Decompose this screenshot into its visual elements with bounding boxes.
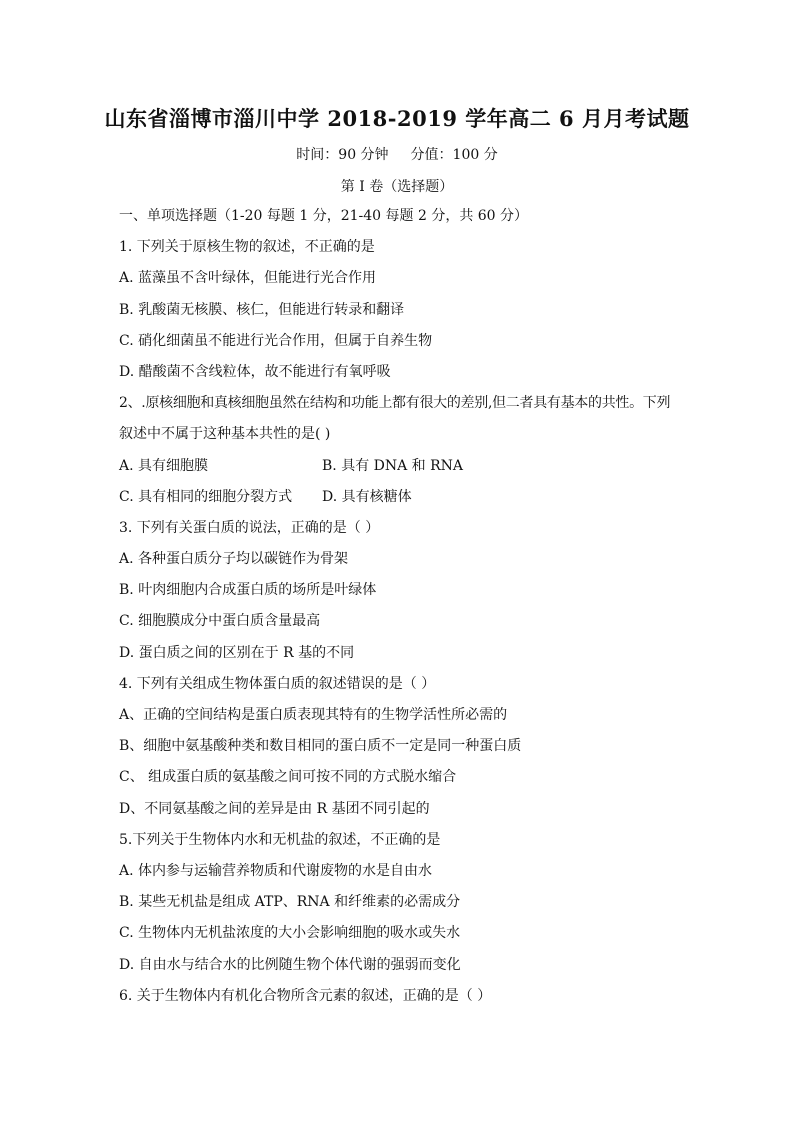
option-row xyxy=(119,456,679,487)
option: B. 具有 DNA 和 RNA xyxy=(322,457,464,474)
section-heading: 第 I 卷（选择题） xyxy=(340,179,454,195)
exam-info xyxy=(0,144,794,164)
question-stem: 5.下列关于生物体内水和无机盐的叙述，不正确的是 xyxy=(119,831,441,848)
exam-score: 分值：100 分 xyxy=(410,147,498,163)
question-stem-continued: 叙述中不属于这种基本共性的是( ) xyxy=(119,426,331,443)
question-stem: 4. 下列有关组成生物体蛋白质的叙述错误的是（ ） xyxy=(119,675,436,692)
option: D. 自由水与结合水的比例随生物个体代谢的强弱而变化 xyxy=(119,956,461,973)
option: D. 醋酸菌不含线粒体，故不能进行有氧呼吸 xyxy=(119,363,391,380)
option: D. 蛋白质之间的区别在于 R 基的不同 xyxy=(119,644,355,661)
instructions: 一、单项选择题（1-20 每题 1 分，21-40 每题 2 分，共 60 分） xyxy=(119,208,529,224)
option: C、 组成蛋白质的氨基酸之间可按不同的方式脱水缩合 xyxy=(119,769,457,786)
question-stem: 6. 关于生物体内有机化合物所含元素的叙述，正确的是（ ） xyxy=(119,987,492,1004)
option: A、正确的空间结构是蛋白质表现其特有的生物学活性所必需的 xyxy=(119,707,508,723)
document-title: 山东省淄博市淄川中学 2018-2019 学年高二 6 月月考试题 xyxy=(104,106,690,131)
option: C. 具有相同的细胞分裂方式 xyxy=(119,488,293,505)
question-stem: 1. 下列关于原核生物的叙述，不正确的是 xyxy=(119,239,375,256)
exam-time: 时间：90 分钟 xyxy=(296,147,389,163)
option: A. 各种蛋白质分子均以碳链作为骨架 xyxy=(119,551,349,568)
option: A. 蓝藻虽不含叶绿体，但能进行光合作用 xyxy=(119,270,377,287)
question-stem: 3. 下列有关蛋白质的说法，正确的是（ ） xyxy=(119,519,380,536)
option: B、细胞中氨基酸种类和数目相同的蛋白质不一定是同一种蛋白质 xyxy=(119,738,522,755)
option: B. 叶肉细胞内合成蛋白质的场所是叶绿体 xyxy=(119,582,377,599)
option: C. 生物体内无机盐浓度的大小会影响细胞的吸水或失水 xyxy=(119,925,461,942)
option: B. 乳酸菌无核膜、核仁，但能进行转录和翻译 xyxy=(119,301,405,318)
option-row xyxy=(119,487,679,518)
option: A. 具有细胞膜 xyxy=(119,457,209,474)
option: B. 某些无机盐是组成 ATP、RNA 和纤维素的必需成分 xyxy=(119,894,461,911)
option: C. 硝化细菌虽不能进行光合作用，但属于自养生物 xyxy=(119,332,433,349)
question-list xyxy=(119,206,679,1017)
option: D、不同氨基酸之间的差异是由 R 基团不同引起的 xyxy=(119,800,430,817)
question-stem: 2、.原核细胞和真核细胞虽然在结构和功能上都有很大的差别,但二者具有基本的共性。下列 xyxy=(119,395,671,412)
option: C. 细胞膜成分中蛋白质含量最高 xyxy=(119,613,321,630)
option: D. 具有核糖体 xyxy=(322,488,412,505)
option: A. 体内参与运输营养物质和代谢废物的水是自由水 xyxy=(119,862,433,879)
